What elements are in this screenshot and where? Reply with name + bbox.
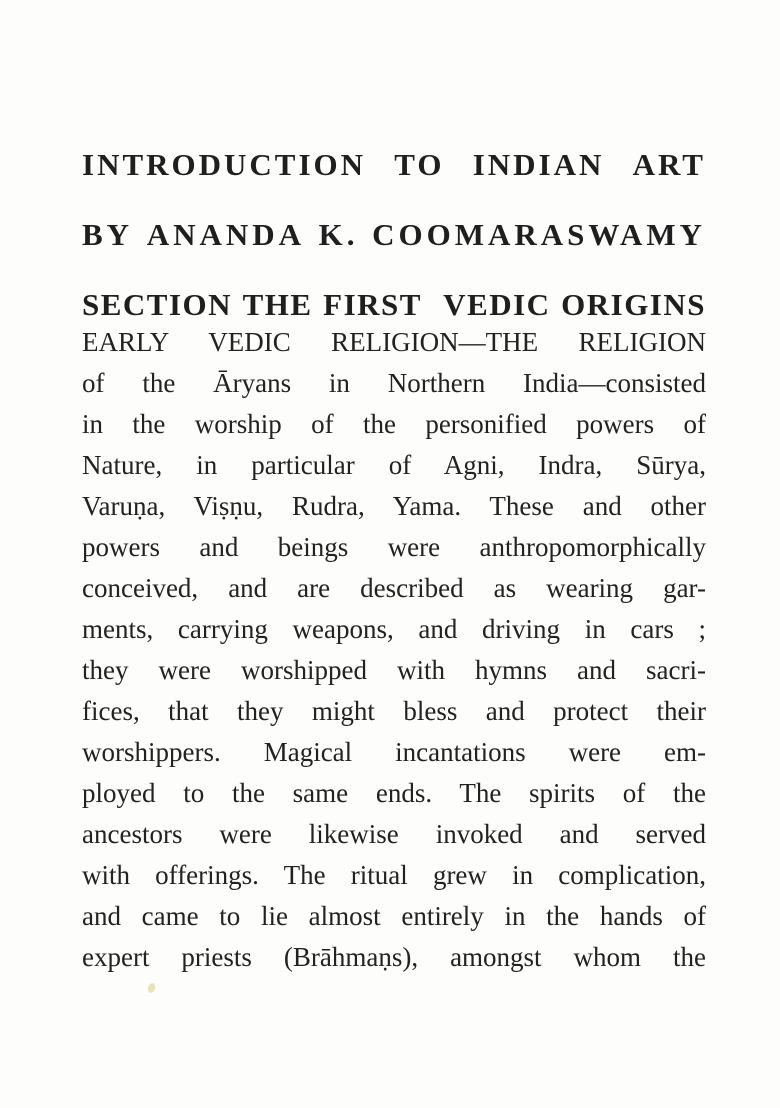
author-word: K. [318,217,359,252]
title-word: INTRODUCTION [82,147,367,182]
scan-artifact-mark [147,982,157,994]
text-line: in the worship of the personified powers of [82,409,706,439]
section-word: ORIGINS [561,287,706,322]
page-heading [82,130,706,340]
title-word: ART [632,147,706,182]
text-line: Nature, in particular of Agni, Indra, Sūrya, [82,450,706,480]
author-word: ANANDA [146,217,306,252]
section-word: FIRST [323,287,422,322]
text-line: fices, that they might bless and protect their [82,696,706,726]
book-title-line [82,130,706,200]
author-word: BY [82,217,134,252]
text-line: EARLY VEDIC RELIGION—THE RELIGION [82,327,706,357]
paragraph [82,322,706,978]
author-word: COOMARASWAMY [372,217,706,252]
text-line: Varuṇa, Viṣṇu, Rudra, Yama. These and other [82,491,706,521]
text-line: with offerings. The ritual grew in complication, [82,860,706,890]
book-author-line [82,200,706,270]
text-line: they were worshipped with hymns and sacri- [82,655,706,685]
text-line: conceived, and are described as wearing gar- [82,573,706,603]
section-word: THE [242,287,313,322]
text-line: ancestors were likewise invoked and served [82,819,706,849]
title-word: INDIAN [472,147,605,182]
section-word: VEDIC [443,287,551,322]
text-line: powers and beings were anthropomorphically [82,532,706,562]
section-word: SECTION [82,287,233,322]
text-line: expert priests (Brāhmaṇs), amongst whom the [82,942,706,972]
text-line: worshippers. Magical incantations were em- [82,737,706,767]
text-line: ployed to the same ends. The spirits of the [82,778,706,808]
text-line: of the Āryans in Northern India—consisted [82,368,706,398]
title-word: TO [394,147,445,182]
text-line: ments, carrying weapons, and driving in cars ; [82,614,706,644]
text-line: and came to lie almost entirely in the hands of [82,901,706,931]
